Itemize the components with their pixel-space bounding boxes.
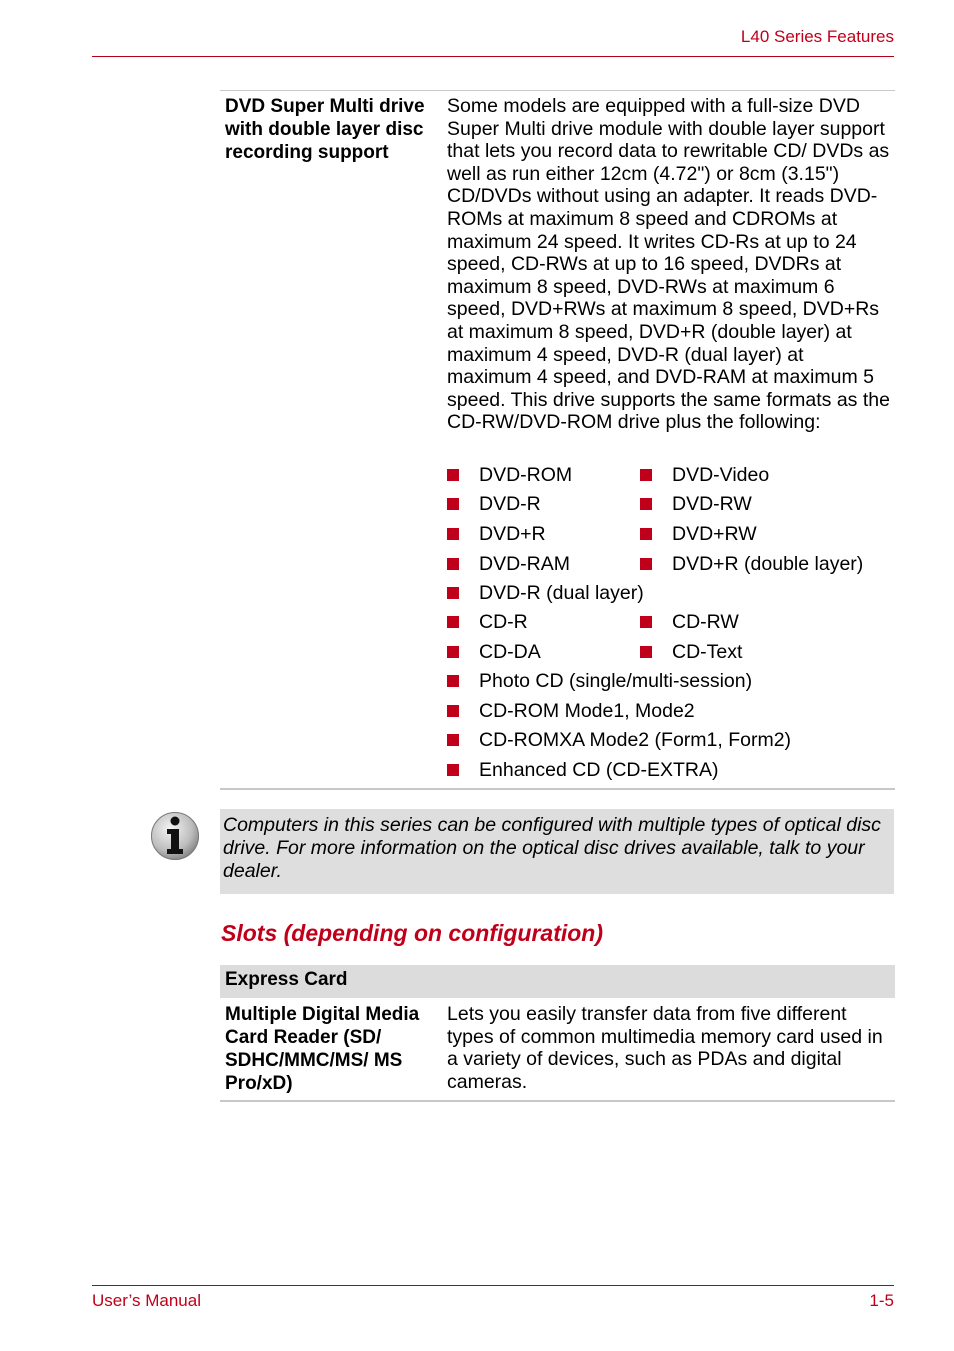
express-card-label: Express Card: [225, 969, 348, 990]
bullet-square-icon: [640, 469, 652, 481]
footer-rule: [92, 1285, 894, 1286]
info-icon: [149, 810, 201, 862]
bullet-square-icon: [447, 734, 459, 746]
page-header-title: L40 Series Features: [740, 27, 894, 46]
section-heading: Slots (depending on configuration): [221, 920, 604, 946]
bullet-square-icon: [447, 587, 459, 599]
bullet-square-icon: [640, 616, 652, 628]
bullet-square-icon: [447, 616, 459, 628]
table-bottom-rule: [220, 788, 895, 790]
card-reader-description: Lets you easily transfer data from five different types of common multimedia memory card used in a variety of devices, such as PDAs and digital cameras.: [447, 1003, 883, 1093]
dvd-drive-description: Some models are equipped with a full-size DVD Super Multi drive module with double layer support that lets you record data to rewritable CD/ DVDs as well as run either 12cm (4.72") or 8cm (3.15") CD/DVDs without using an adapter. It reads DVD-ROMs at maximum 8 speed and CDROMs at maximum 24 speed. It writes CD-Rs at up to 24 speed, CD-RWs at up to 16 speed, DVDRs at maximum 8 speed, DVD-RWs at maximum 6 speed, DVD+RWs at maximum 8 speed, DVD+Rs at maximum 8 speed, DVD+R (double layer) at maximum 4 speed, DVD-R (dual layer) at maximum 4 speed, and DVD-RAM at maximum 5 speed. This drive supports the same formats as the CD-RW/DVD-ROM drive plus the following:: [447, 95, 890, 434]
note-text: Computers in this series can be configured with multiple types of optical disc drive. For more information on the optical disc drives available, talk to your dealer.: [223, 814, 881, 882]
bullet-square-icon: [640, 528, 652, 540]
table-top-rule: [220, 90, 895, 91]
express-card-row: [220, 965, 895, 998]
bullet-square-icon: [447, 498, 459, 510]
bullet-square-icon: [640, 498, 652, 510]
card-reader-term: Multiple Digital Media Card Reader (SD/ SDHC/MMC/MS/ MS Pro/xD): [225, 1004, 420, 1094]
footer-manual-label: User’s Manual: [92, 1291, 201, 1310]
bullet-square-icon: [447, 558, 459, 570]
dvd-drive-term: DVD Super Multi drive with double layer disc recording support: [225, 96, 425, 163]
page-number: 1-5: [869, 1291, 894, 1310]
bullet-square-icon: [447, 675, 459, 687]
bullet-square-icon: [447, 705, 459, 717]
slots-bottom-rule: [220, 1100, 895, 1102]
bullet-square-icon: [640, 646, 652, 658]
bullet-square-icon: [447, 646, 459, 658]
bullet-square-icon: [640, 558, 652, 570]
header-rule: [92, 56, 894, 57]
bullet-square-icon: [447, 528, 459, 540]
bullet-square-icon: [447, 764, 459, 776]
bullet-square-icon: [447, 469, 459, 481]
